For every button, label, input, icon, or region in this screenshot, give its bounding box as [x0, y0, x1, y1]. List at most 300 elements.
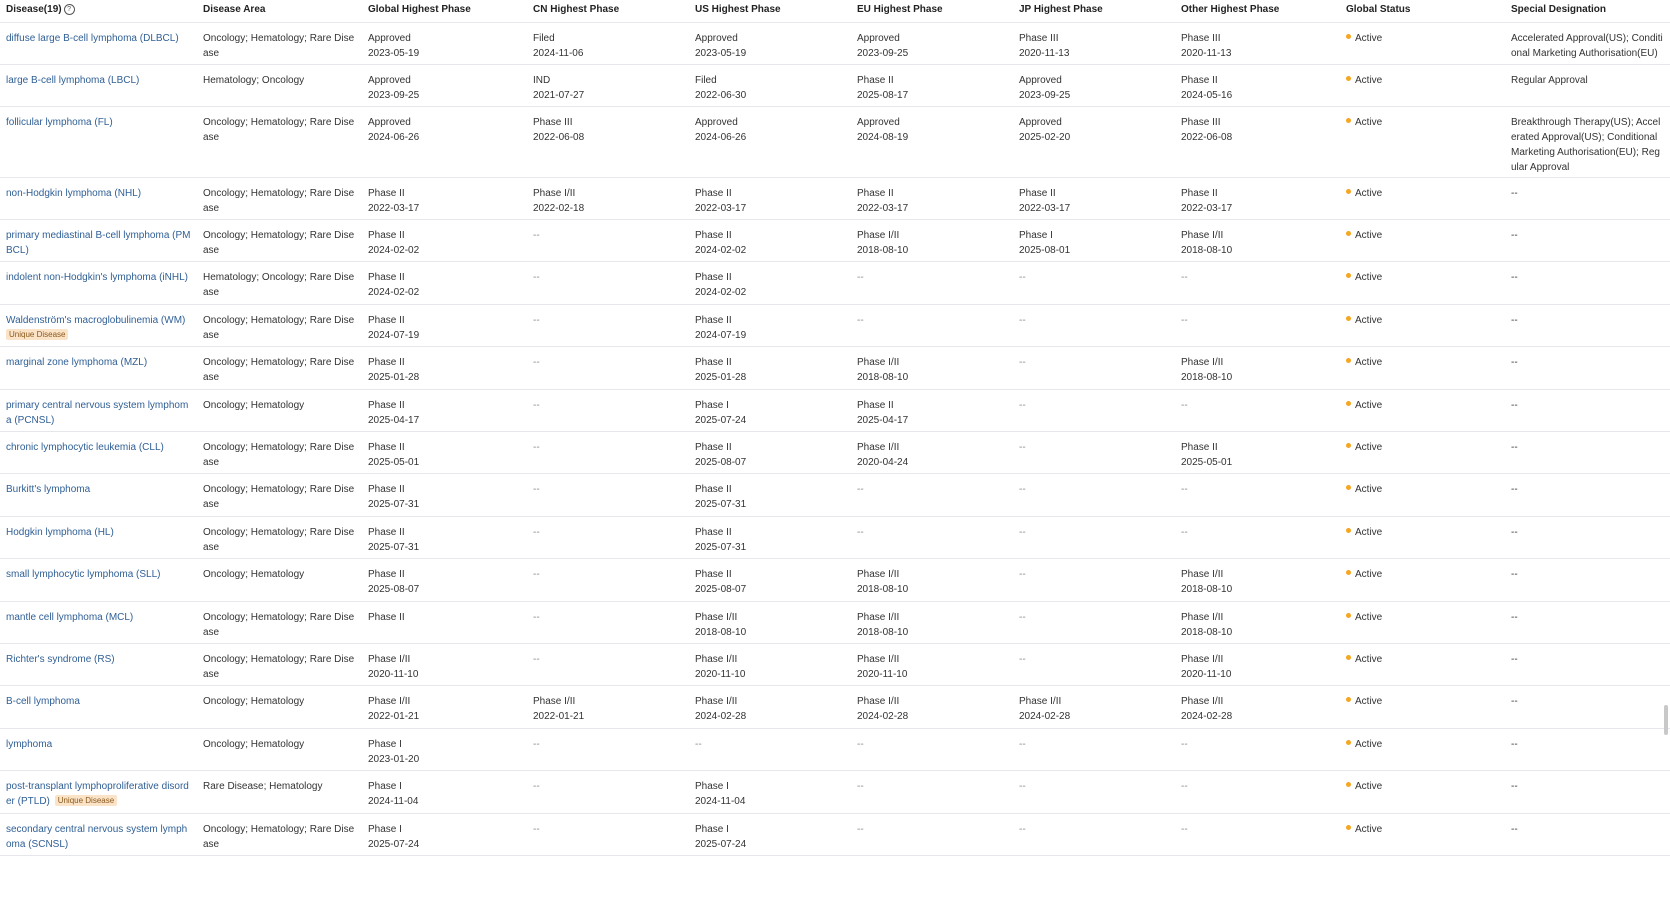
cn-phase-value: Phase I/II — [533, 696, 576, 707]
table-row[interactable] — [0, 771, 1670, 814]
us-phase-date: 2024-02-28 — [695, 711, 747, 722]
eu-phase-date: 2018-08-10 — [857, 245, 909, 256]
global-phase-cell — [362, 686, 527, 728]
jp-phase-value: -- — [1019, 484, 1026, 495]
global-phase-value: Phase II — [368, 527, 405, 538]
us-phase-date: 2022-06-30 — [695, 90, 747, 101]
cn-phase-cell — [527, 23, 689, 64]
disease-link[interactable]: lymphoma — [6, 739, 53, 750]
disease-link[interactable]: Hodgkin lymphoma (HL) — [6, 527, 114, 538]
cn-phase-date: 2022-01-21 — [533, 711, 585, 722]
other-phase-date: 2018-08-10 — [1181, 372, 1233, 383]
other-phase-value: Phase I/II — [1181, 569, 1224, 580]
disease-link[interactable]: large B-cell lymphoma (LBCL) — [6, 75, 140, 86]
eu-phase-date: 2024-08-19 — [857, 132, 909, 143]
column-header-special-designation: Special Designation — [1511, 4, 1607, 15]
other-phase-cell — [1175, 771, 1340, 813]
cn-phase-cell — [527, 432, 689, 473]
table-row[interactable] — [0, 474, 1670, 517]
cn-phase-value: IND — [533, 75, 551, 86]
us-phase-value: Phase II — [695, 569, 732, 580]
eu-phase-value: Approved — [857, 117, 900, 128]
jp-phase-cell — [1013, 390, 1175, 431]
other-phase-value: Phase I/II — [1181, 654, 1224, 665]
disease-cell — [0, 305, 197, 346]
global-phase-value: Phase II — [368, 484, 405, 495]
global-phase-date: 2022-03-17 — [368, 203, 420, 214]
eu-phase-cell — [851, 474, 1013, 516]
us-phase-value: Approved — [695, 117, 738, 128]
disease-cell — [0, 517, 197, 558]
global-phase-value: Phase II — [368, 442, 405, 453]
table-row[interactable] — [0, 107, 1670, 178]
jp-phase-cell — [1013, 65, 1175, 106]
jp-phase-value: -- — [1019, 824, 1026, 835]
table-row[interactable] — [0, 686, 1670, 729]
global-phase-date: 2024-11-04 — [368, 796, 419, 807]
global-status-cell — [1340, 262, 1505, 304]
global-phase-date: 2024-02-02 — [368, 287, 420, 298]
us-phase-cell — [689, 517, 851, 558]
disease-cell — [0, 814, 197, 855]
cn-phase-cell — [527, 559, 689, 601]
cn-phase-cell — [527, 814, 689, 855]
disease-area-cell: Oncology; Hematology; Rare Disease — [203, 527, 355, 553]
jp-phase-value: Approved — [1019, 75, 1062, 86]
other-phase-date: 2024-05-16 — [1181, 90, 1233, 101]
global-phase-date: 2020-11-10 — [368, 669, 419, 680]
eu-phase-cell — [851, 644, 1013, 685]
status-label: Active — [1355, 696, 1383, 707]
other-phase-value: Phase II — [1181, 75, 1218, 86]
other-phase-cell — [1175, 305, 1340, 346]
other-phase-cell — [1175, 23, 1340, 64]
disease-cell — [0, 686, 197, 728]
status-label: Active — [1355, 781, 1383, 792]
status-label: Active — [1355, 654, 1383, 665]
column-header-disease[interactable] — [0, 0, 197, 22]
eu-phase-cell — [851, 305, 1013, 346]
global-phase-date: 2025-07-24 — [368, 839, 420, 850]
status-dot-icon — [1346, 782, 1351, 787]
global-status-cell — [1340, 729, 1505, 770]
us-phase-value: Phase I/II — [695, 612, 738, 623]
disease-cell — [0, 390, 197, 431]
disease-area-cell: Oncology; Hematology; Rare Disease — [203, 654, 355, 680]
table-row[interactable] — [0, 305, 1670, 347]
us-phase-cell — [689, 686, 851, 728]
status-label: Active — [1355, 315, 1383, 326]
us-phase-cell — [689, 729, 851, 770]
disease-cell — [0, 771, 197, 813]
other-phase-cell — [1175, 814, 1340, 855]
other-phase-date: 2022-03-17 — [1181, 203, 1233, 214]
cn-phase-value: -- — [533, 824, 540, 835]
status-dot-icon — [1346, 655, 1351, 660]
cn-phase-date: 2021-07-27 — [533, 90, 585, 101]
global-phase-date: 2025-08-07 — [368, 584, 420, 595]
status-dot-icon — [1346, 231, 1351, 236]
global-phase-cell — [362, 602, 527, 643]
other-phase-cell — [1175, 686, 1340, 728]
disease-link[interactable]: diffuse large B-cell lymphoma (DLBCL) — [6, 33, 179, 44]
cn-phase-cell — [527, 178, 689, 219]
other-phase-value: -- — [1181, 781, 1188, 792]
global-phase-date: 2024-07-19 — [368, 330, 420, 341]
unique-disease-tag: Unique Disease — [6, 329, 68, 340]
special-designation-cell: -- — [1511, 739, 1518, 750]
cn-phase-cell — [527, 686, 689, 728]
eu-phase-cell — [851, 517, 1013, 558]
us-phase-cell — [689, 390, 851, 431]
disease-cell — [0, 262, 197, 304]
special-designation-cell: -- — [1511, 569, 1518, 580]
eu-phase-value: Phase I/II — [857, 654, 900, 665]
special-designation-cell: -- — [1511, 527, 1518, 538]
cn-phase-value: -- — [533, 527, 540, 538]
jp-phase-cell — [1013, 305, 1175, 346]
status-label: Active — [1355, 33, 1383, 44]
cn-phase-value: -- — [533, 781, 540, 792]
other-phase-cell — [1175, 347, 1340, 389]
us-phase-date: 2022-03-17 — [695, 203, 747, 214]
us-phase-date: 2025-08-07 — [695, 584, 747, 595]
cn-phase-value: Filed — [533, 33, 555, 44]
us-phase-value: Phase II — [695, 230, 732, 241]
cn-phase-value: -- — [533, 739, 540, 750]
cn-phase-value: -- — [533, 612, 540, 623]
eu-phase-cell — [851, 559, 1013, 601]
global-status-cell — [1340, 432, 1505, 473]
status-dot-icon — [1346, 76, 1351, 81]
other-phase-cell — [1175, 517, 1340, 558]
eu-phase-cell — [851, 347, 1013, 389]
table-row[interactable] — [0, 814, 1670, 856]
disease-link[interactable]: marginal zone lymphoma (MZL) — [6, 357, 148, 368]
column-header-global-phase: Global Highest Phase — [368, 4, 471, 15]
global-phase-date: 2023-05-19 — [368, 48, 420, 59]
status-dot-icon — [1346, 825, 1351, 830]
status-label: Active — [1355, 230, 1383, 241]
disease-area-cell: Hematology; Oncology; Rare Disease — [203, 272, 355, 298]
question-circle-icon[interactable]: ? — [64, 4, 75, 15]
us-phase-cell — [689, 347, 851, 389]
cn-phase-value: -- — [533, 654, 540, 665]
eu-phase-value: Phase II — [857, 400, 894, 411]
other-phase-cell — [1175, 220, 1340, 261]
global-status-cell — [1340, 644, 1505, 685]
status-dot-icon — [1346, 740, 1351, 745]
global-phase-value: Phase I/II — [368, 654, 411, 665]
jp-phase-date: 2023-09-25 — [1019, 90, 1071, 101]
disease-link[interactable]: secondary central nervous system lymphoma (SCNSL) — [6, 824, 188, 850]
eu-phase-value: -- — [857, 315, 864, 326]
table-row[interactable] — [0, 65, 1670, 107]
jp-phase-cell — [1013, 178, 1175, 219]
table-row[interactable] — [0, 390, 1670, 432]
cn-phase-cell — [527, 474, 689, 516]
global-phase-date: 2025-05-01 — [368, 457, 420, 468]
jp-phase-cell — [1013, 220, 1175, 261]
column-header-eu-phase: EU Highest Phase — [857, 4, 943, 15]
eu-phase-date: 2018-08-10 — [857, 627, 909, 638]
eu-phase-date: 2020-04-24 — [857, 457, 909, 468]
status-dot-icon — [1346, 485, 1351, 490]
cn-phase-value: -- — [533, 484, 540, 495]
table-row[interactable] — [0, 23, 1670, 65]
us-phase-cell — [689, 107, 851, 177]
jp-phase-value: -- — [1019, 781, 1026, 792]
us-phase-value: Phase II — [695, 188, 732, 199]
disease-cell — [0, 178, 197, 219]
global-phase-cell — [362, 517, 527, 558]
table-row[interactable] — [0, 262, 1670, 305]
global-status-cell — [1340, 305, 1505, 346]
global-status-cell — [1340, 814, 1505, 855]
other-phase-cell — [1175, 602, 1340, 643]
global-phase-cell — [362, 729, 527, 770]
special-designation-cell: -- — [1511, 612, 1518, 623]
cn-phase-date: 2022-02-18 — [533, 203, 585, 214]
other-phase-value: Phase III — [1181, 33, 1221, 44]
cn-phase-cell — [527, 65, 689, 106]
eu-phase-value: -- — [857, 484, 864, 495]
eu-phase-value: -- — [857, 824, 864, 835]
other-phase-value: Phase II — [1181, 188, 1218, 199]
disease-link[interactable]: non-Hodgkin lymphoma (NHL) — [6, 188, 142, 199]
eu-phase-cell — [851, 814, 1013, 855]
us-phase-value: Phase II — [695, 527, 732, 538]
jp-phase-cell — [1013, 23, 1175, 64]
global-phase-cell — [362, 347, 527, 389]
global-phase-cell — [362, 432, 527, 473]
status-dot-icon — [1346, 316, 1351, 321]
disease-cell — [0, 65, 197, 106]
column-header-cn-phase: CN Highest Phase — [533, 4, 620, 15]
global-status-cell — [1340, 107, 1505, 177]
jp-phase-cell — [1013, 262, 1175, 304]
disease-link[interactable]: small lymphocytic lymphoma (SLL) — [6, 569, 161, 580]
jp-phase-value: -- — [1019, 442, 1026, 453]
special-designation-cell: Regular Approval — [1511, 75, 1588, 86]
cn-phase-value: -- — [533, 272, 540, 283]
other-phase-cell — [1175, 262, 1340, 304]
jp-phase-value: -- — [1019, 272, 1026, 283]
special-designation-cell: -- — [1511, 315, 1518, 326]
table-row[interactable] — [0, 644, 1670, 686]
eu-phase-date: 2024-02-28 — [857, 711, 909, 722]
table-row[interactable] — [0, 178, 1670, 220]
disease-area-cell: Oncology; Hematology; Rare Disease — [203, 188, 355, 214]
disease-link[interactable]: chronic lymphocytic leukemia (CLL) — [6, 442, 164, 453]
status-label: Active — [1355, 824, 1383, 835]
cn-phase-value: -- — [533, 230, 540, 241]
table-row[interactable] — [0, 559, 1670, 602]
global-phase-value: Phase I — [368, 781, 402, 792]
disease-cell — [0, 23, 197, 64]
disease-link[interactable]: indolent non-Hodgkin's lymphoma (iNHL) — [6, 272, 188, 283]
global-status-cell — [1340, 178, 1505, 219]
us-phase-cell — [689, 220, 851, 261]
us-phase-value: -- — [695, 739, 702, 750]
cn-phase-cell — [527, 644, 689, 685]
other-phase-value: Phase II — [1181, 442, 1218, 453]
disease-link[interactable]: Richter's syndrome (RS) — [6, 654, 115, 665]
eu-phase-date: 2023-09-25 — [857, 48, 909, 59]
global-phase-value: Phase II — [368, 315, 405, 326]
disease-link[interactable]: primary mediastinal B-cell lymphoma (PMBCL) — [6, 230, 191, 256]
disease-cell — [0, 729, 197, 770]
disease-cell — [0, 559, 197, 601]
other-phase-cell — [1175, 729, 1340, 770]
global-phase-cell — [362, 262, 527, 304]
eu-phase-cell — [851, 602, 1013, 643]
disease-link[interactable]: Waldenström's macroglobulinemia (WM) — [6, 315, 186, 326]
status-dot-icon — [1346, 613, 1351, 618]
jp-phase-value: -- — [1019, 739, 1026, 750]
cn-phase-date: 2024-11-06 — [533, 48, 584, 59]
table-row[interactable] — [0, 517, 1670, 559]
us-phase-cell — [689, 771, 851, 813]
us-phase-value: Phase II — [695, 315, 732, 326]
status-label: Active — [1355, 527, 1383, 538]
disease-link[interactable]: primary central nervous system lymphoma (PCNSL) — [6, 400, 189, 426]
special-designation-cell: -- — [1511, 188, 1518, 199]
special-designation-cell: -- — [1511, 484, 1518, 495]
global-phase-value: Approved — [368, 117, 411, 128]
jp-phase-value: -- — [1019, 612, 1026, 623]
disease-link[interactable]: B-cell lymphoma — [6, 696, 80, 707]
other-phase-value: Phase I/II — [1181, 612, 1224, 623]
status-dot-icon — [1346, 118, 1351, 123]
status-dot-icon — [1346, 189, 1351, 194]
disease-cell — [0, 474, 197, 516]
status-label: Active — [1355, 739, 1383, 750]
other-phase-cell — [1175, 644, 1340, 685]
disease-link[interactable]: post-transplant lymphoproliferative disorder (PTLD) — [6, 781, 189, 807]
special-designation-cell: -- — [1511, 272, 1518, 283]
eu-phase-cell — [851, 390, 1013, 431]
eu-phase-value: -- — [857, 527, 864, 538]
status-dot-icon — [1346, 570, 1351, 575]
eu-phase-date: 2025-08-17 — [857, 90, 909, 101]
eu-phase-value: Phase II — [857, 75, 894, 86]
global-status-cell — [1340, 65, 1505, 106]
global-phase-cell — [362, 220, 527, 261]
disease-link[interactable]: mantle cell lymphoma (MCL) — [6, 612, 134, 623]
table-row[interactable] — [0, 220, 1670, 262]
global-phase-value: Phase I — [368, 739, 402, 750]
other-phase-date: 2018-08-10 — [1181, 627, 1233, 638]
other-phase-value: -- — [1181, 739, 1188, 750]
eu-phase-date: 2022-03-17 — [857, 203, 909, 214]
table-row[interactable] — [0, 432, 1670, 474]
eu-phase-date: 2018-08-10 — [857, 372, 909, 383]
eu-phase-cell — [851, 729, 1013, 770]
eu-phase-cell — [851, 220, 1013, 261]
other-phase-date: 2018-08-10 — [1181, 584, 1233, 595]
jp-phase-cell — [1013, 559, 1175, 601]
other-phase-date: 2022-06-08 — [1181, 132, 1233, 143]
status-dot-icon — [1346, 401, 1351, 406]
table-row[interactable] — [0, 729, 1670, 771]
scrollbar-thumb[interactable] — [1664, 705, 1668, 735]
cn-phase-cell — [527, 602, 689, 643]
jp-phase-value: Approved — [1019, 117, 1062, 128]
us-phase-cell — [689, 602, 851, 643]
jp-phase-value: -- — [1019, 527, 1026, 538]
other-phase-value: -- — [1181, 484, 1188, 495]
other-phase-value: -- — [1181, 400, 1188, 411]
jp-phase-date: 2024-02-28 — [1019, 711, 1071, 722]
eu-phase-value: Approved — [857, 33, 900, 44]
eu-phase-cell — [851, 771, 1013, 813]
us-phase-value: Phase I/II — [695, 654, 738, 665]
disease-link[interactable]: Burkitt's lymphoma — [6, 484, 91, 495]
other-phase-cell — [1175, 178, 1340, 219]
table-row[interactable] — [0, 347, 1670, 390]
global-status-cell — [1340, 517, 1505, 558]
us-phase-cell — [689, 65, 851, 106]
global-phase-cell — [362, 644, 527, 685]
other-phase-cell — [1175, 432, 1340, 473]
table-row[interactable] — [0, 602, 1670, 644]
global-phase-value: Phase II — [368, 357, 405, 368]
jp-phase-value: -- — [1019, 315, 1026, 326]
us-phase-value: Phase I — [695, 824, 729, 835]
other-phase-value: Phase III — [1181, 117, 1221, 128]
global-phase-date: 2025-07-31 — [368, 499, 420, 510]
cn-phase-cell — [527, 107, 689, 177]
us-phase-value: Phase I/II — [695, 696, 738, 707]
eu-phase-date: 2018-08-10 — [857, 584, 909, 595]
cn-phase-value: Phase III — [533, 117, 573, 128]
jp-phase-value: -- — [1019, 400, 1026, 411]
eu-phase-value: -- — [857, 739, 864, 750]
global-status-cell — [1340, 220, 1505, 261]
us-phase-date: 2025-01-28 — [695, 372, 747, 383]
us-phase-date: 2024-07-19 — [695, 330, 747, 341]
other-phase-value: -- — [1181, 824, 1188, 835]
disease-cell — [0, 602, 197, 643]
us-phase-value: Phase II — [695, 484, 732, 495]
eu-phase-value: Phase II — [857, 188, 894, 199]
global-phase-cell — [362, 23, 527, 64]
global-phase-cell — [362, 305, 527, 346]
global-phase-value: Phase I — [368, 824, 402, 835]
eu-phase-value: Phase I/II — [857, 612, 900, 623]
status-dot-icon — [1346, 34, 1351, 39]
eu-phase-cell — [851, 23, 1013, 64]
special-designation-cell: -- — [1511, 781, 1518, 792]
jp-phase-cell — [1013, 814, 1175, 855]
other-phase-cell — [1175, 390, 1340, 431]
disease-area-cell: Oncology; Hematology; Rare Disease — [203, 484, 355, 510]
status-dot-icon — [1346, 697, 1351, 702]
special-designation-cell: -- — [1511, 824, 1518, 835]
special-designation-cell: -- — [1511, 230, 1518, 241]
global-status-cell — [1340, 23, 1505, 64]
other-phase-value: -- — [1181, 315, 1188, 326]
cn-phase-cell — [527, 729, 689, 770]
cn-phase-value: Phase I/II — [533, 188, 576, 199]
other-phase-cell — [1175, 107, 1340, 177]
jp-phase-value: Phase II — [1019, 188, 1056, 199]
us-phase-cell — [689, 559, 851, 601]
us-phase-value: Approved — [695, 33, 738, 44]
disease-area-cell: Oncology; Hematology; Rare Disease — [203, 824, 355, 850]
disease-link[interactable]: follicular lymphoma (FL) — [6, 117, 113, 128]
